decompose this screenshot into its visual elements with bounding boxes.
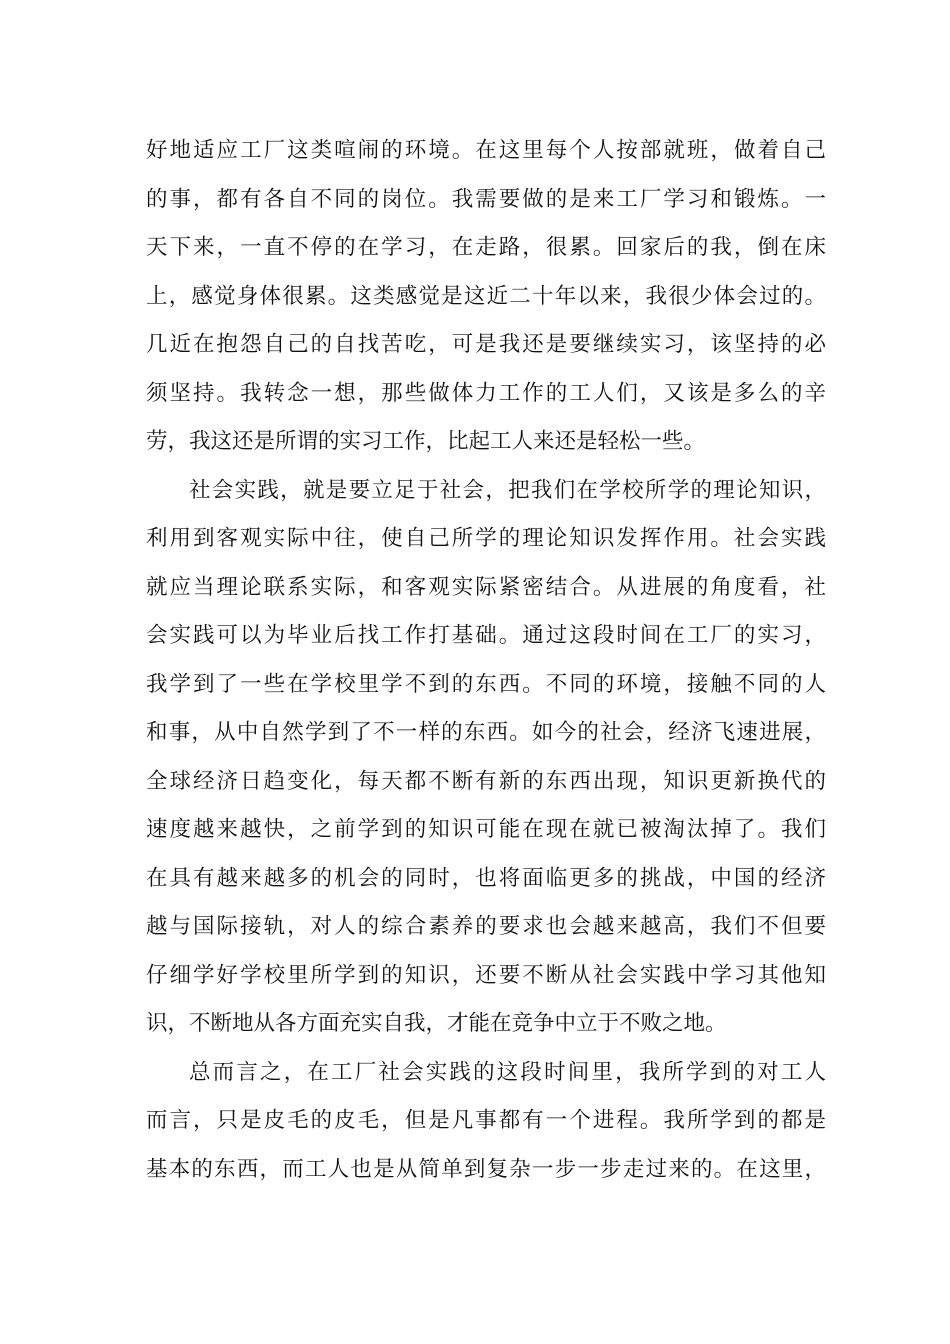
text-line: 就应当理论联系实际，和客观实际紧密结合。从进展的角度看，社 bbox=[146, 574, 826, 600]
text-line: 和事，从中自然学到了不一样的东西。如今的社会，经济飞速进展， bbox=[146, 720, 826, 745]
text-line: 几近在抱怨自己的自找苦吃，可是我还是要继续实习，该坚持的必 bbox=[146, 332, 826, 357]
text-line: 须坚持。我转念一想，那些做体力工作的工人们，又该是多么的辛 bbox=[146, 380, 826, 406]
paragraph-end-line: 劳，我这还是所谓的实习工作，比起工人来还是轻松一些。 bbox=[146, 429, 706, 454]
text-line: 好地适应工厂这类喧闹的环境。在这里每个人按部就班，做着自己 bbox=[146, 138, 826, 163]
text-line: 在具有越来越多的机会的同时，也将面临更多的挑战，中国的经济 bbox=[146, 865, 826, 891]
text-line: 全球经济日趋变化，每天都不断有新的东西出现，知识更新换代的 bbox=[146, 768, 826, 794]
text-line: 而言，只是皮毛的皮毛，但是凡事都有一个进程。我所学到的都是 bbox=[146, 1108, 826, 1133]
body-text bbox=[146, 127, 826, 1194]
text-line: 越与国际接轨，对人的综合素养的要求也会越来越高，我们不但要 bbox=[146, 914, 826, 939]
text-line: 利用到客观实际中往，使自己所学的理论知识发挥作用。社会实践 bbox=[146, 526, 826, 551]
text-line: 上，感觉身体很累。这类感觉是这近二十年以来，我很少体会过的。 bbox=[146, 283, 826, 309]
text-line: 天下来，一直不停的在学习，在走路，很累。回家后的我，倒在床 bbox=[146, 235, 826, 260]
text-line: 会实践可以为毕业后找工作打基础。通过这段时间在工厂的实习， bbox=[146, 623, 826, 648]
text-line: 基本的东西，而工人也是从简单到复杂一步一步走过来的。在这里， bbox=[146, 1156, 826, 1182]
paragraph-first-line: 总而言之，在工厂社会实践的这段时间里，我所学到的对工人 bbox=[189, 1059, 826, 1085]
text-line: 仔细学好学校里所学到的知识，还要不断从社会实践中学习其他知 bbox=[146, 962, 826, 988]
paragraph-first-line: 社会实践，就是要立足于社会，把我们在学校所学的理论知识， bbox=[189, 477, 826, 503]
text-line: 的事，都有各自不同的岗位。我需要做的是来工厂学习和锻炼。一 bbox=[146, 186, 826, 212]
text-line: 我学到了一些在学校里学不到的东西。不同的环境，接触不同的人 bbox=[146, 671, 826, 697]
text-line: 速度越来越快，之前学到的知识可能在现在就已被淘汰掉了。我们 bbox=[146, 817, 826, 842]
paragraph-end-line: 识，不断地从各方面充实自我，才能在竞争中立于不败之地。 bbox=[146, 1011, 727, 1036]
